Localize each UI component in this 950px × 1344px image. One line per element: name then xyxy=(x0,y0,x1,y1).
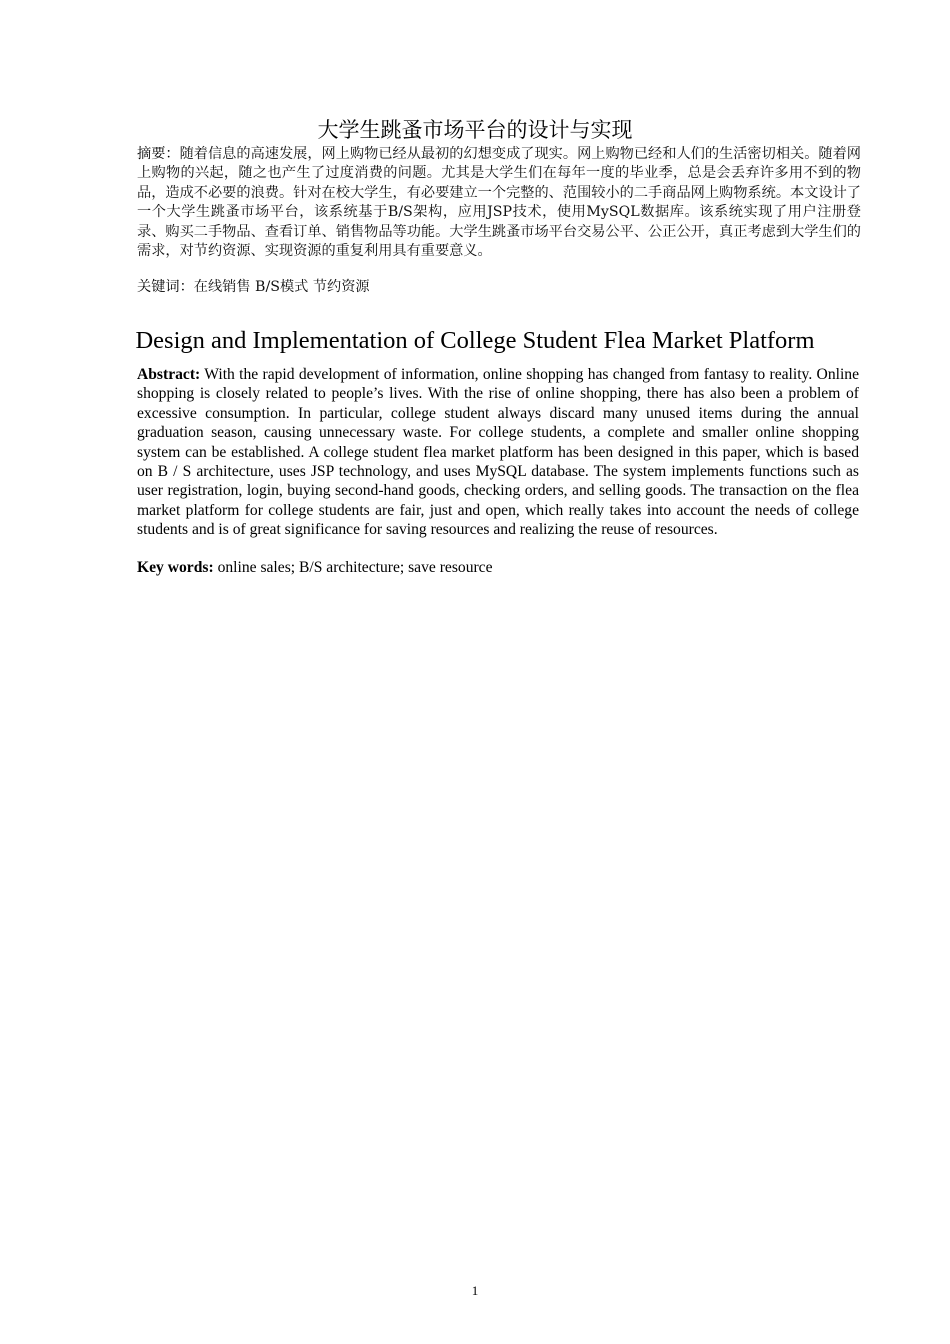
chinese-keywords xyxy=(137,278,861,297)
english-keywords-text: online sales; B/S architecture; save resource xyxy=(213,559,493,576)
chinese-abstract-text: 随着信息的高速发展，网上购物已经从最初的幻想变成了现实。网上购物已经和人们的生活密切相关。随着网上购物的兴起，随之也产生了过度消费的问题。尤其是大学生们在每年一度的毕业季，总是会丢弃许多用不到的物品，造成不必要的浪费。针对在校大学生，有必要建立一个完整的、范围较小的二手商品网上购物系统。本文设计了一个大学生跳蚤市场平台，该系统基于B/S架构，应用JSP技术，使用MySQL数据库。该系统实现了用户注册登录、购买二手物品、查看订单、销售物品等功能。大学生跳蚤市场平台交易公平、公正公开，真正考虑到大学生们的需求，对节约资源、实现资源的重复利用具有重要意义。 xyxy=(137,146,861,260)
chinese-abstract xyxy=(137,145,861,261)
chinese-keywords-label: 关键词： xyxy=(137,279,194,295)
english-abstract-text: With the rapid development of information, online shopping has changed from fantasy to reality. Online shopping is closely related to people’s lives. With the rise of online shopping, there has also been a problem of excessive consumption. In particular, college student always discard many unused items during the annual graduation season, causing unnecessary waste. For college students, a complete and smaller online shopping system can be established. A college student flea market platform has been designed in this paper, which is based on B / S architecture, uses JSP technology, and uses MySQL database. The system implements functions such as user registration, login, buying second-hand goods, checking orders, and selling goods. The transaction on the flea market platform for college students are fair, just and open, which really takes into account the needs of college students and is of great significance for saving resources and realizing the reuse of resources. xyxy=(137,366,859,539)
english-keywords xyxy=(137,558,859,577)
chinese-title: 大学生跳蚤市场平台的设计与实现 xyxy=(317,118,633,142)
english-abstract xyxy=(137,365,859,540)
chinese-keywords-text: 在线销售 B/S模式 节约资源 xyxy=(193,279,370,295)
page-number: 1 xyxy=(471,1283,479,1298)
english-keywords-label: Key words: xyxy=(137,559,214,576)
english-abstract-label: Abstract: xyxy=(137,366,201,383)
english-title: Design and Implementation of College Student Flea Market Platform xyxy=(135,327,815,354)
chinese-abstract-label: 摘要： xyxy=(137,146,180,162)
